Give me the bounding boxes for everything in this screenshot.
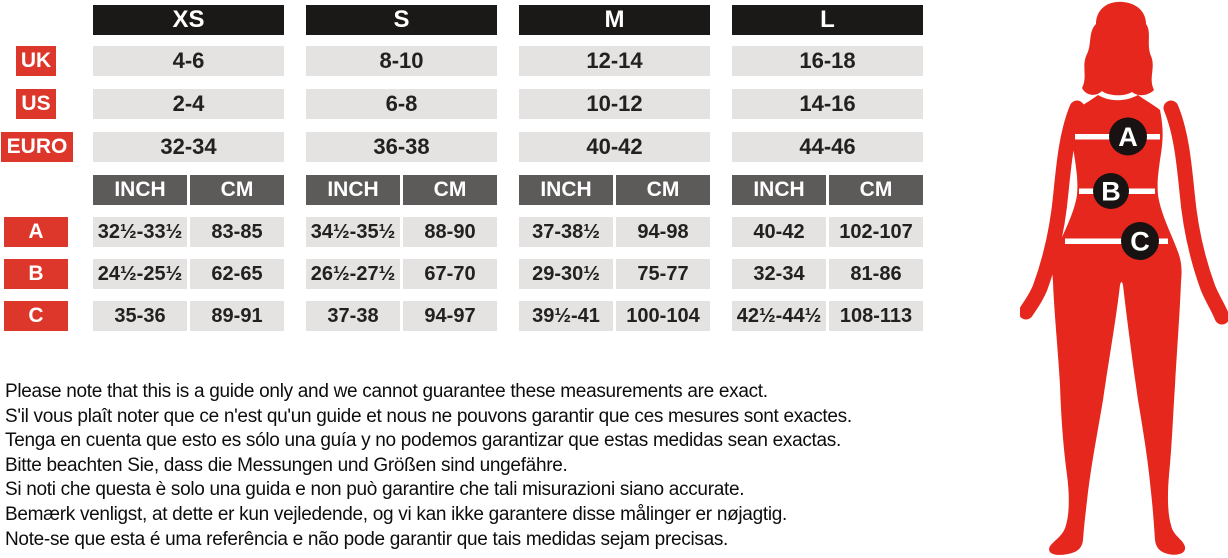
disclaimer-text xyxy=(5,380,852,552)
cm-header: CM xyxy=(190,175,284,205)
row-label-b: B xyxy=(4,259,68,289)
c-cm-value: 94-97 xyxy=(403,301,497,331)
b-cm-value: 81-86 xyxy=(829,259,923,289)
size-column-l xyxy=(732,0,923,332)
b-inch-value: 24½-25½ xyxy=(93,259,187,289)
inch-header: INCH xyxy=(93,175,187,205)
marker-c-label: C xyxy=(1130,226,1150,257)
size-header: L xyxy=(732,5,923,35)
c-inch-value: 35-36 xyxy=(93,301,187,331)
row-label-a: A xyxy=(4,217,68,247)
c-inch-value: 37-38 xyxy=(306,301,400,331)
us-value: 14-16 xyxy=(732,89,923,119)
inch-header: INCH xyxy=(732,175,826,205)
row-label-euro: EURO xyxy=(1,132,73,162)
cm-header: CM xyxy=(616,175,710,205)
marker-b-label: B xyxy=(1101,176,1121,207)
a-cm-value: 88-90 xyxy=(403,217,497,247)
c-cm-value: 100-104 xyxy=(616,301,710,331)
b-cm-value: 67-70 xyxy=(403,259,497,289)
c-cm-value: 108-113 xyxy=(829,301,923,331)
row-label-uk: UK xyxy=(16,46,56,76)
female-silhouette-figure xyxy=(1020,0,1228,558)
us-value: 6-8 xyxy=(306,89,497,119)
euro-value: 32-34 xyxy=(93,132,284,162)
cm-header: CM xyxy=(403,175,497,205)
figure-hair xyxy=(1082,2,1154,95)
disclaimer-line-es: Tenga en cuenta que esto es sólo una guía y no podemos garantizar que estas medidas sean exactas. xyxy=(5,430,841,452)
a-cm-value: 83-85 xyxy=(190,217,284,247)
a-inch-value: 32½-33½ xyxy=(93,217,187,247)
disclaimer-line-it: Si noti che questa è solo una guida e non può garantire che tali misurazioni siano accurate. xyxy=(5,479,745,501)
b-inch-value: 29-30½ xyxy=(519,259,613,289)
b-inch-value: 26½-27½ xyxy=(306,259,400,289)
us-value: 2-4 xyxy=(93,89,284,119)
a-cm-value: 94-98 xyxy=(616,217,710,247)
euro-value: 44-46 xyxy=(732,132,923,162)
us-value: 10-12 xyxy=(519,89,710,119)
disclaimer-line-pt: Note-se que esta é uma referência e não pode garantir que tais medidas sejam precisas. xyxy=(5,528,729,550)
b-cm-value: 62-65 xyxy=(190,259,284,289)
size-column-s xyxy=(306,0,497,332)
uk-value: 4-6 xyxy=(93,46,284,76)
row-label-c: C xyxy=(4,301,68,331)
c-cm-value: 89-91 xyxy=(190,301,284,331)
size-header: S xyxy=(306,5,497,35)
disclaimer-line-de: Bitte beachten Sie, dass die Messungen und Größen sind ungefähre. xyxy=(5,454,568,476)
uk-value: 8-10 xyxy=(306,46,497,76)
size-column-xs xyxy=(93,0,284,332)
disclaimer-line-en: Please note that this is a guide only and we cannot guarantee these measurements are exact. xyxy=(5,381,768,402)
c-inch-value: 42½-44½ xyxy=(732,301,826,331)
euro-value: 36-38 xyxy=(306,132,497,162)
euro-value: 40-42 xyxy=(519,132,710,162)
a-inch-value: 37-38½ xyxy=(519,217,613,247)
inch-header: INCH xyxy=(519,175,613,205)
a-inch-value: 40-42 xyxy=(732,217,826,247)
b-cm-value: 75-77 xyxy=(616,259,710,289)
uk-value: 16-18 xyxy=(732,46,923,76)
uk-value: 12-14 xyxy=(519,46,710,76)
cm-header: CM xyxy=(829,175,923,205)
size-column-m xyxy=(519,0,710,332)
disclaimer-line-da: Bemærk venligst, at dette er kun vejledende, og vi kan ikke garantere disse målinger er nøjagtig. xyxy=(5,503,787,525)
a-inch-value: 34½-35½ xyxy=(306,217,400,247)
row-label-us: US xyxy=(16,89,56,119)
a-cm-value: 102-107 xyxy=(829,217,923,247)
disclaimer-line-fr: S'il vous plaît noter que ce n'est qu'un guide et nous ne pouvons garantir que ces mesures sont exactes. xyxy=(5,405,852,427)
inch-header: INCH xyxy=(306,175,400,205)
size-header: M xyxy=(519,5,710,35)
b-inch-value: 32-34 xyxy=(732,259,826,289)
c-inch-value: 39½-41 xyxy=(519,301,613,331)
marker-a-label: A xyxy=(1118,122,1138,152)
size-header: XS xyxy=(93,5,284,35)
